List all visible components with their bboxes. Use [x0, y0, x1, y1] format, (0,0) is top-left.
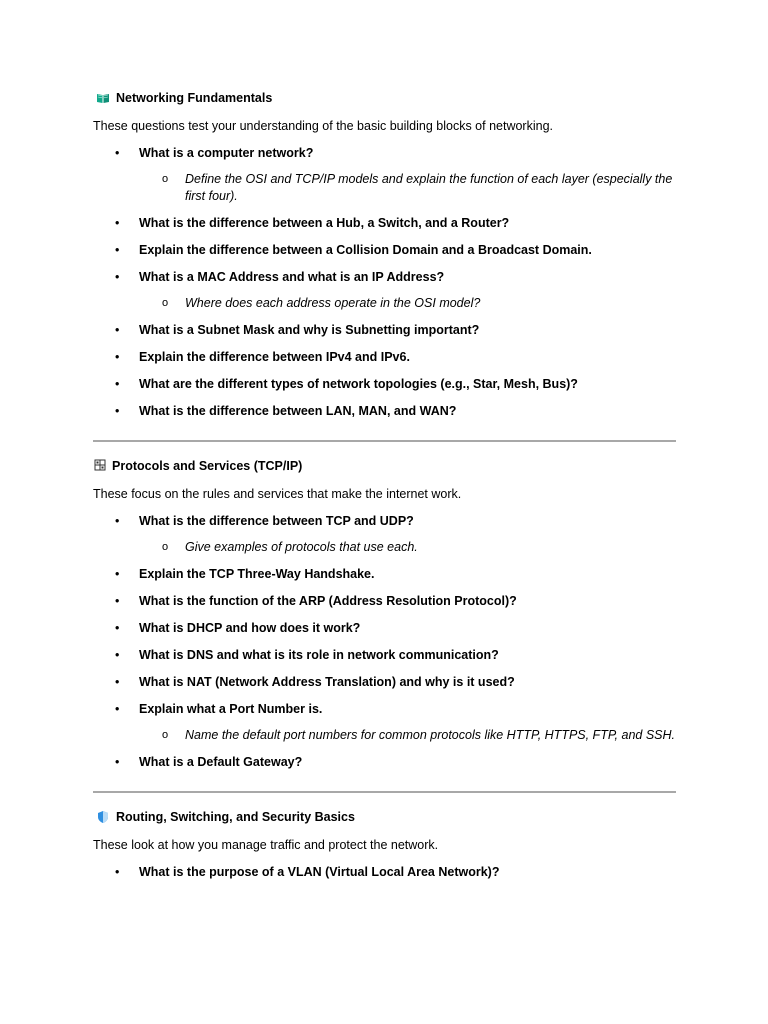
question-list [93, 512, 676, 771]
question-text: What is a Default Gateway? [139, 755, 303, 769]
question-item [93, 673, 676, 691]
sub-question-list [139, 727, 676, 744]
question-text: What is DNS and what is its role in network communication? [139, 648, 499, 662]
question-text: What is the difference between LAN, MAN, and WAN? [139, 404, 457, 418]
question-text: Explain the difference between IPv4 and IPv6. [139, 350, 410, 364]
question-text: Explain the difference between a Collision Domain and a Broadcast Domain. [139, 243, 592, 257]
document-page [93, 88, 676, 881]
question-list [93, 144, 676, 420]
question-text: Explain what a Port Number is. [139, 702, 323, 716]
question-text: What is the difference between TCP and UDP? [139, 514, 414, 528]
question-text: What is the difference between a Hub, a Switch, and a Router? [139, 216, 510, 230]
question-item [93, 214, 676, 232]
sub-question-item: o Where does each address operate in the OSI model? [139, 295, 676, 312]
section-title: Protocols and Services (TCP/IP) [112, 459, 303, 473]
question-text: Explain the TCP Three-Way Handshake. [139, 567, 375, 581]
sub-question-list [139, 295, 676, 312]
question-item [93, 619, 676, 637]
section-heading [93, 807, 676, 827]
section-title: Networking Fundamentals [116, 91, 273, 105]
question-item [93, 241, 676, 259]
question-text: What is the purpose of a VLAN (Virtual Local Area Network)? [139, 865, 500, 879]
question-item [93, 565, 676, 583]
section-divider [93, 440, 676, 442]
section-networking-fundamentals [93, 88, 676, 420]
section-title: Routing, Switching, and Security Basics [116, 810, 355, 824]
question-item [93, 321, 676, 339]
question-item [93, 375, 676, 393]
question-text: What is NAT (Network Address Translation) and why is it used? [139, 675, 515, 689]
question-item [93, 863, 676, 881]
question-text: What is DHCP and how does it work? [139, 621, 361, 635]
sub-question-list [139, 171, 676, 205]
section-heading [93, 88, 676, 108]
question-item [93, 268, 676, 312]
question-text: What are the different types of network topologies (e.g., Star, Mesh, Bus)? [139, 377, 578, 391]
section-routing-switching-security [93, 807, 676, 881]
network-grid-icon [94, 459, 108, 473]
shield-icon [96, 810, 110, 824]
question-item [93, 592, 676, 610]
question-item [93, 512, 676, 556]
section-divider [93, 791, 676, 793]
question-text: What is a Subnet Mask and why is Subnetting important? [139, 323, 480, 337]
question-text: What is the function of the ARP (Address Resolution Protocol)? [139, 594, 517, 608]
question-item [93, 402, 676, 420]
question-item [93, 646, 676, 664]
section-intro: These focus on the rules and services that make the internet work. [93, 487, 462, 501]
sub-question-item: o Define the OSI and TCP/IP models and explain the function of each layer (especially the first four). [139, 171, 676, 205]
section-intro: These questions test your understanding of the basic building blocks of networking. [93, 119, 553, 133]
question-item [93, 348, 676, 366]
question-list [93, 863, 676, 881]
sub-question-list [139, 539, 676, 556]
question-item [93, 700, 676, 744]
section-intro: These look at how you manage traffic and protect the network. [93, 838, 439, 852]
question-item [93, 144, 676, 205]
sub-question-item: o Give examples of protocols that use each. [139, 539, 676, 556]
sub-question-item: o Name the default port numbers for common protocols like HTTP, HTTPS, FTP, and SSH. [139, 727, 676, 744]
question-item [93, 753, 676, 771]
open-book-icon [96, 91, 110, 105]
question-text: What is a MAC Address and what is an IP Address? [139, 270, 445, 284]
section-protocols-services [93, 456, 676, 771]
section-heading [93, 456, 676, 476]
question-text: What is a computer network? [139, 146, 314, 160]
